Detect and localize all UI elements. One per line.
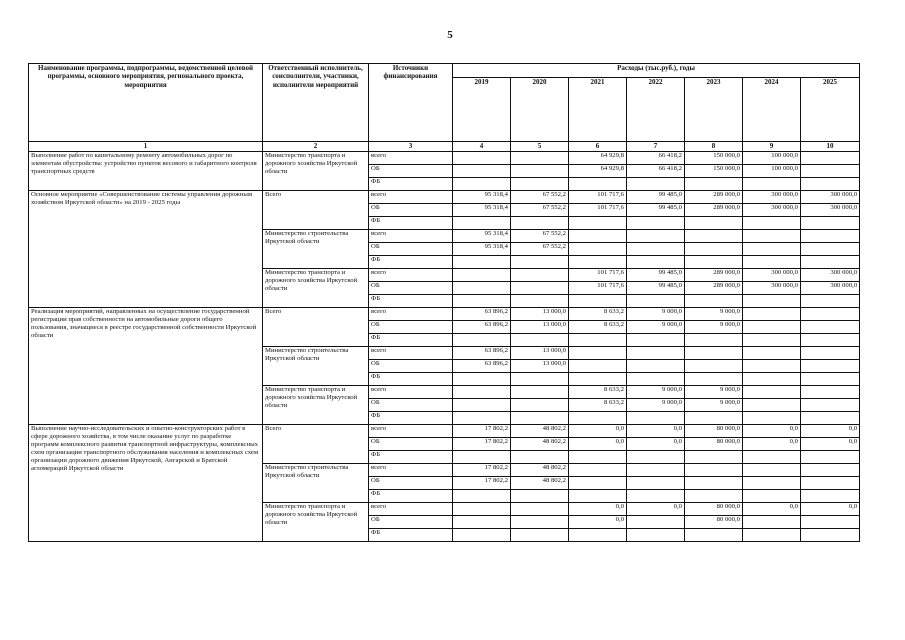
funding-source-cell: всего xyxy=(369,464,453,477)
amount-cell: 99 485,0 xyxy=(627,282,685,295)
amount-cell xyxy=(627,373,685,386)
amount-cell xyxy=(453,516,511,529)
amount-cell: 9 000,0 xyxy=(685,386,743,399)
amount-cell: 101 717,6 xyxy=(569,191,627,204)
funding-source-cell: ФБ xyxy=(369,334,453,347)
column-number: 8 xyxy=(685,142,743,152)
amount-cell xyxy=(511,490,569,503)
amount-cell xyxy=(801,230,860,243)
funding-source-cell: ОБ xyxy=(369,321,453,334)
amount-cell xyxy=(801,451,860,464)
executor-cell: Министерство строительства Иркутской области xyxy=(263,347,369,386)
header-year: 2020 xyxy=(511,78,569,142)
funding-source-cell: ФБ xyxy=(369,529,453,542)
header-year: 2023 xyxy=(685,78,743,142)
amount-cell xyxy=(685,373,743,386)
amount-cell xyxy=(453,282,511,295)
table-header xyxy=(29,64,860,152)
amount-cell: 101 717,6 xyxy=(569,282,627,295)
amount-cell xyxy=(569,373,627,386)
amount-cell: 48 802,2 xyxy=(511,477,569,490)
amount-cell xyxy=(511,178,569,191)
amount-cell: 99 485,0 xyxy=(627,269,685,282)
executor-cell: Министерство строительства Иркутской области xyxy=(263,230,369,269)
header-year: 2025 xyxy=(801,78,860,142)
amount-cell xyxy=(627,230,685,243)
amount-cell xyxy=(743,360,801,373)
amount-cell xyxy=(453,373,511,386)
funding-source-cell: ФБ xyxy=(369,412,453,425)
measure-name: Основное мероприятие «Совершенствование системы управления дорожным хозяйством Иркутской области» на 2019 - 2025 годы xyxy=(29,191,263,308)
amount-cell xyxy=(511,269,569,282)
amount-cell xyxy=(801,256,860,269)
amount-cell xyxy=(511,282,569,295)
amount-cell: 99 485,0 xyxy=(627,191,685,204)
amount-cell xyxy=(511,334,569,347)
amount-cell: 101 717,6 xyxy=(569,269,627,282)
amount-cell xyxy=(627,217,685,230)
amount-cell: 0,0 xyxy=(743,425,801,438)
column-number: 6 xyxy=(569,142,627,152)
amount-cell: 300 000,0 xyxy=(801,191,860,204)
amount-cell: 64 929,8 xyxy=(569,152,627,165)
column-numbers-row xyxy=(29,142,860,152)
amount-cell xyxy=(743,256,801,269)
amount-cell xyxy=(569,217,627,230)
amount-cell xyxy=(743,308,801,321)
amount-cell: 9 000,0 xyxy=(627,321,685,334)
header-year: 2021 xyxy=(569,78,627,142)
amount-cell xyxy=(627,243,685,256)
amount-cell: 17 802,2 xyxy=(453,464,511,477)
amount-cell: 8 633,2 xyxy=(569,321,627,334)
amount-cell xyxy=(743,451,801,464)
amount-cell xyxy=(511,217,569,230)
amount-cell: 67 552,2 xyxy=(511,243,569,256)
header-name: Наименование программы, подпрограммы, ведомственной целевой программы, основного мероприятия, регионального проекта, мероприятия xyxy=(29,64,263,142)
amount-cell xyxy=(685,360,743,373)
funding-source-cell: всего xyxy=(369,503,453,516)
amount-cell xyxy=(453,529,511,542)
measure-name: Выполнение научно-исследовательских и опытно-конструкторских работ в сфере дорожного хозяйства, в том числе оказание услуг по разработке программ комплексного развития транспортной инфраструктуры, комплексных схем организации транспортного обслуживания населения и комплексных схем организации дорожного движения Иркутской, Ангарской и Братской агломераций Иркутской области xyxy=(29,425,263,542)
executor-cell: Министерство транспорта и дорожного хозяйства Иркутской области xyxy=(263,503,369,542)
funding-source-cell: ОБ xyxy=(369,516,453,529)
funding-source-cell: ОБ xyxy=(369,282,453,295)
amount-cell xyxy=(569,295,627,308)
amount-cell: 9 000,0 xyxy=(627,308,685,321)
amount-cell: 0,0 xyxy=(801,438,860,451)
amount-cell xyxy=(685,256,743,269)
amount-cell xyxy=(453,295,511,308)
amount-cell xyxy=(511,451,569,464)
amount-cell xyxy=(801,334,860,347)
amount-cell: 99 485,0 xyxy=(627,204,685,217)
amount-cell xyxy=(801,243,860,256)
amount-cell xyxy=(453,490,511,503)
amount-cell: 0,0 xyxy=(743,438,801,451)
amount-cell xyxy=(685,334,743,347)
amount-cell xyxy=(453,399,511,412)
amount-cell xyxy=(801,529,860,542)
amount-cell: 63 896,2 xyxy=(453,360,511,373)
amount-cell xyxy=(743,529,801,542)
amount-cell xyxy=(685,464,743,477)
amount-cell xyxy=(685,529,743,542)
amount-cell xyxy=(743,243,801,256)
amount-cell xyxy=(569,477,627,490)
amount-cell xyxy=(627,295,685,308)
amount-cell: 8 633,2 xyxy=(569,386,627,399)
amount-cell: 64 929,8 xyxy=(569,165,627,178)
amount-cell xyxy=(743,373,801,386)
amount-cell xyxy=(801,295,860,308)
table-row xyxy=(29,191,860,204)
funding-source-cell: ОБ xyxy=(369,360,453,373)
amount-cell xyxy=(801,490,860,503)
amount-cell: 9 000,0 xyxy=(685,308,743,321)
amount-cell: 9 000,0 xyxy=(627,399,685,412)
amount-cell: 8 633,2 xyxy=(569,308,627,321)
amount-cell: 48 802,2 xyxy=(511,464,569,477)
amount-cell xyxy=(453,451,511,464)
amount-cell: 17 802,2 xyxy=(453,438,511,451)
column-number: 1 xyxy=(29,142,263,152)
amount-cell xyxy=(801,217,860,230)
funding-source-cell: ОБ xyxy=(369,438,453,451)
amount-cell xyxy=(511,399,569,412)
amount-cell: 101 717,6 xyxy=(569,204,627,217)
amount-cell xyxy=(511,152,569,165)
funding-source-cell: ФБ xyxy=(369,217,453,230)
amount-cell xyxy=(685,477,743,490)
amount-cell xyxy=(511,529,569,542)
amount-cell xyxy=(569,334,627,347)
amount-cell xyxy=(685,451,743,464)
amount-cell: 95 318,4 xyxy=(453,230,511,243)
amount-cell xyxy=(453,256,511,269)
funding-source-cell: ФБ xyxy=(369,256,453,269)
header-year: 2024 xyxy=(743,78,801,142)
amount-cell xyxy=(627,360,685,373)
funding-source-cell: ФБ xyxy=(369,178,453,191)
amount-cell xyxy=(511,165,569,178)
amount-cell xyxy=(743,295,801,308)
amount-cell xyxy=(685,295,743,308)
amount-cell xyxy=(569,464,627,477)
table-row xyxy=(29,152,860,165)
amount-cell xyxy=(627,490,685,503)
amount-cell xyxy=(801,399,860,412)
amount-cell xyxy=(743,347,801,360)
amount-cell: 66 418,2 xyxy=(627,152,685,165)
amount-cell: 9 000,0 xyxy=(627,386,685,399)
amount-cell xyxy=(511,295,569,308)
amount-cell xyxy=(569,360,627,373)
funding-source-cell: ОБ xyxy=(369,204,453,217)
header-expenses: Расходы (тыс.руб.), годы xyxy=(453,64,860,78)
amount-cell: 0,0 xyxy=(569,425,627,438)
amount-cell xyxy=(743,464,801,477)
amount-cell: 289 000,0 xyxy=(685,191,743,204)
amount-cell: 13 000,0 xyxy=(511,321,569,334)
amount-cell xyxy=(801,152,860,165)
amount-cell xyxy=(627,256,685,269)
amount-cell xyxy=(801,386,860,399)
executor-cell: Всего xyxy=(263,425,369,464)
amount-cell xyxy=(743,217,801,230)
amount-cell: 0,0 xyxy=(801,425,860,438)
amount-cell: 150 000,0 xyxy=(685,165,743,178)
amount-cell xyxy=(743,334,801,347)
measure-name: Реализация мероприятий, направленных на осуществление государственной регистрации прав собственности на автомобильные дороги общего пользования, значащиеся в реестре государственной собственности Иркутской области xyxy=(29,308,263,425)
amount-cell xyxy=(627,334,685,347)
executor-cell: Министерство строительства Иркутской области xyxy=(263,464,369,503)
amount-cell xyxy=(685,412,743,425)
amount-cell: 0,0 xyxy=(627,503,685,516)
amount-cell xyxy=(743,321,801,334)
amount-cell: 289 000,0 xyxy=(685,204,743,217)
amount-cell: 300 000,0 xyxy=(801,204,860,217)
amount-cell xyxy=(685,347,743,360)
table-body xyxy=(29,152,860,542)
amount-cell xyxy=(743,477,801,490)
funding-source-cell: ОБ xyxy=(369,243,453,256)
amount-cell: 300 000,0 xyxy=(801,269,860,282)
amount-cell xyxy=(511,373,569,386)
amount-cell xyxy=(743,386,801,399)
amount-cell xyxy=(453,217,511,230)
amount-cell: 0,0 xyxy=(627,438,685,451)
column-number: 10 xyxy=(801,142,860,152)
amount-cell xyxy=(627,412,685,425)
amount-cell xyxy=(743,399,801,412)
amount-cell xyxy=(569,178,627,191)
amount-cell: 150 000,0 xyxy=(685,152,743,165)
amount-cell: 0,0 xyxy=(627,425,685,438)
amount-cell: 80 000,0 xyxy=(685,438,743,451)
funding-source-cell: ФБ xyxy=(369,295,453,308)
funding-source-cell: ФБ xyxy=(369,490,453,503)
amount-cell xyxy=(685,178,743,191)
amount-cell xyxy=(453,178,511,191)
amount-cell: 63 896,2 xyxy=(453,308,511,321)
amount-cell: 300 000,0 xyxy=(743,282,801,295)
amount-cell: 0,0 xyxy=(569,503,627,516)
amount-cell xyxy=(627,178,685,191)
table-row xyxy=(29,425,860,438)
amount-cell: 0,0 xyxy=(569,438,627,451)
amount-cell xyxy=(453,412,511,425)
amount-cell: 13 000,0 xyxy=(511,347,569,360)
amount-cell: 95 318,4 xyxy=(453,204,511,217)
amount-cell xyxy=(569,529,627,542)
amount-cell: 80 000,0 xyxy=(685,425,743,438)
page-number: 5 xyxy=(447,29,453,41)
amount-cell xyxy=(569,412,627,425)
amount-cell: 63 896,2 xyxy=(453,321,511,334)
funding-source-cell: всего xyxy=(369,191,453,204)
amount-cell: 300 000,0 xyxy=(743,269,801,282)
amount-cell: 80 000,0 xyxy=(685,516,743,529)
amount-cell xyxy=(743,490,801,503)
column-number: 2 xyxy=(263,142,369,152)
amount-cell xyxy=(685,243,743,256)
amount-cell: 67 552,2 xyxy=(511,191,569,204)
funding-source-cell: ОБ xyxy=(369,165,453,178)
amount-cell xyxy=(743,178,801,191)
amount-cell xyxy=(453,165,511,178)
amount-cell xyxy=(801,477,860,490)
amount-cell: 80 000,0 xyxy=(685,503,743,516)
funding-source-cell: ФБ xyxy=(369,451,453,464)
amount-cell: 0,0 xyxy=(569,516,627,529)
amount-cell xyxy=(569,347,627,360)
funding-source-cell: всего xyxy=(369,269,453,282)
amount-cell xyxy=(627,516,685,529)
amount-cell xyxy=(743,516,801,529)
amount-cell: 289 000,0 xyxy=(685,282,743,295)
column-number: 3 xyxy=(369,142,453,152)
amount-cell xyxy=(801,165,860,178)
amount-cell xyxy=(569,256,627,269)
funding-source-cell: всего xyxy=(369,308,453,321)
amount-cell xyxy=(627,347,685,360)
amount-cell xyxy=(801,360,860,373)
amount-cell xyxy=(685,490,743,503)
amount-cell xyxy=(801,321,860,334)
amount-cell xyxy=(511,516,569,529)
amount-cell xyxy=(453,503,511,516)
amount-cell xyxy=(627,477,685,490)
amount-cell: 48 802,2 xyxy=(511,438,569,451)
funding-source-cell: всего xyxy=(369,230,453,243)
amount-cell: 95 318,4 xyxy=(453,243,511,256)
header-year: 2022 xyxy=(627,78,685,142)
amount-cell xyxy=(453,152,511,165)
amount-cell xyxy=(801,516,860,529)
amount-cell xyxy=(511,412,569,425)
executor-cell: Всего xyxy=(263,191,369,230)
amount-cell: 8 633,2 xyxy=(569,399,627,412)
amount-cell: 13 000,0 xyxy=(511,360,569,373)
amount-cell xyxy=(627,451,685,464)
executor-cell: Министерство транспорта и дорожного хозяйства Иркутской области xyxy=(263,386,369,425)
funding-source-cell: всего xyxy=(369,347,453,360)
amount-cell: 9 000,0 xyxy=(685,321,743,334)
amount-cell xyxy=(453,269,511,282)
amount-cell: 289 000,0 xyxy=(685,269,743,282)
amount-cell xyxy=(801,347,860,360)
amount-cell xyxy=(627,529,685,542)
amount-cell xyxy=(569,490,627,503)
column-number: 7 xyxy=(627,142,685,152)
amount-cell: 95 318,4 xyxy=(453,191,511,204)
amount-cell: 300 000,0 xyxy=(743,204,801,217)
amount-cell xyxy=(685,230,743,243)
table-row xyxy=(29,308,860,321)
amount-cell xyxy=(453,334,511,347)
amount-cell xyxy=(743,412,801,425)
amount-cell: 9 000,0 xyxy=(685,399,743,412)
amount-cell xyxy=(801,308,860,321)
funding-source-cell: всего xyxy=(369,425,453,438)
amount-cell: 67 552,2 xyxy=(511,230,569,243)
amount-cell xyxy=(511,503,569,516)
amount-cell xyxy=(569,451,627,464)
amount-cell: 66 418,2 xyxy=(627,165,685,178)
amount-cell: 300 000,0 xyxy=(743,191,801,204)
funding-source-cell: всего xyxy=(369,152,453,165)
amount-cell xyxy=(801,178,860,191)
funding-source-cell: всего xyxy=(369,386,453,399)
amount-cell: 0,0 xyxy=(743,503,801,516)
amount-cell: 48 802,2 xyxy=(511,425,569,438)
executor-cell: Всего xyxy=(263,308,369,347)
amount-cell xyxy=(627,464,685,477)
amount-cell xyxy=(511,256,569,269)
amount-cell: 13 000,0 xyxy=(511,308,569,321)
amount-cell xyxy=(685,217,743,230)
amount-cell: 100 000,0 xyxy=(743,165,801,178)
amount-cell xyxy=(453,386,511,399)
measure-name: Выполнение работ по капитальному ремонту автомобильных дорог по элементам обустройства: устройство пунктов весового и габаритного контроля транспортных средств xyxy=(29,152,263,191)
funding-source-cell: ФБ xyxy=(369,373,453,386)
header-source: Источники финансирования xyxy=(369,64,453,142)
amount-cell: 100 000,0 xyxy=(743,152,801,165)
column-number: 4 xyxy=(453,142,511,152)
executor-cell: Министерство транспорта и дорожного хозяйства Иркутской области xyxy=(263,152,369,191)
funding-source-cell: ОБ xyxy=(369,399,453,412)
amount-cell: 63 896,2 xyxy=(453,347,511,360)
budget-table xyxy=(28,63,860,542)
header-executor: Ответственный исполнитель, соисполнители, участники, исполнители мероприятий xyxy=(263,64,369,142)
amount-cell: 67 552,2 xyxy=(511,204,569,217)
column-number: 9 xyxy=(743,142,801,152)
amount-cell xyxy=(801,373,860,386)
column-number: 5 xyxy=(511,142,569,152)
amount-cell xyxy=(801,464,860,477)
amount-cell: 17 802,2 xyxy=(453,425,511,438)
amount-cell: 0,0 xyxy=(801,503,860,516)
amount-cell: 17 802,2 xyxy=(453,477,511,490)
amount-cell xyxy=(801,412,860,425)
amount-cell xyxy=(511,386,569,399)
amount-cell: 300 000,0 xyxy=(801,282,860,295)
header-year: 2019 xyxy=(453,78,511,142)
funding-source-cell: ОБ xyxy=(369,477,453,490)
amount-cell xyxy=(569,230,627,243)
amount-cell xyxy=(743,230,801,243)
executor-cell: Министерство транспорта и дорожного хозяйства Иркутской области xyxy=(263,269,369,308)
amount-cell xyxy=(569,243,627,256)
